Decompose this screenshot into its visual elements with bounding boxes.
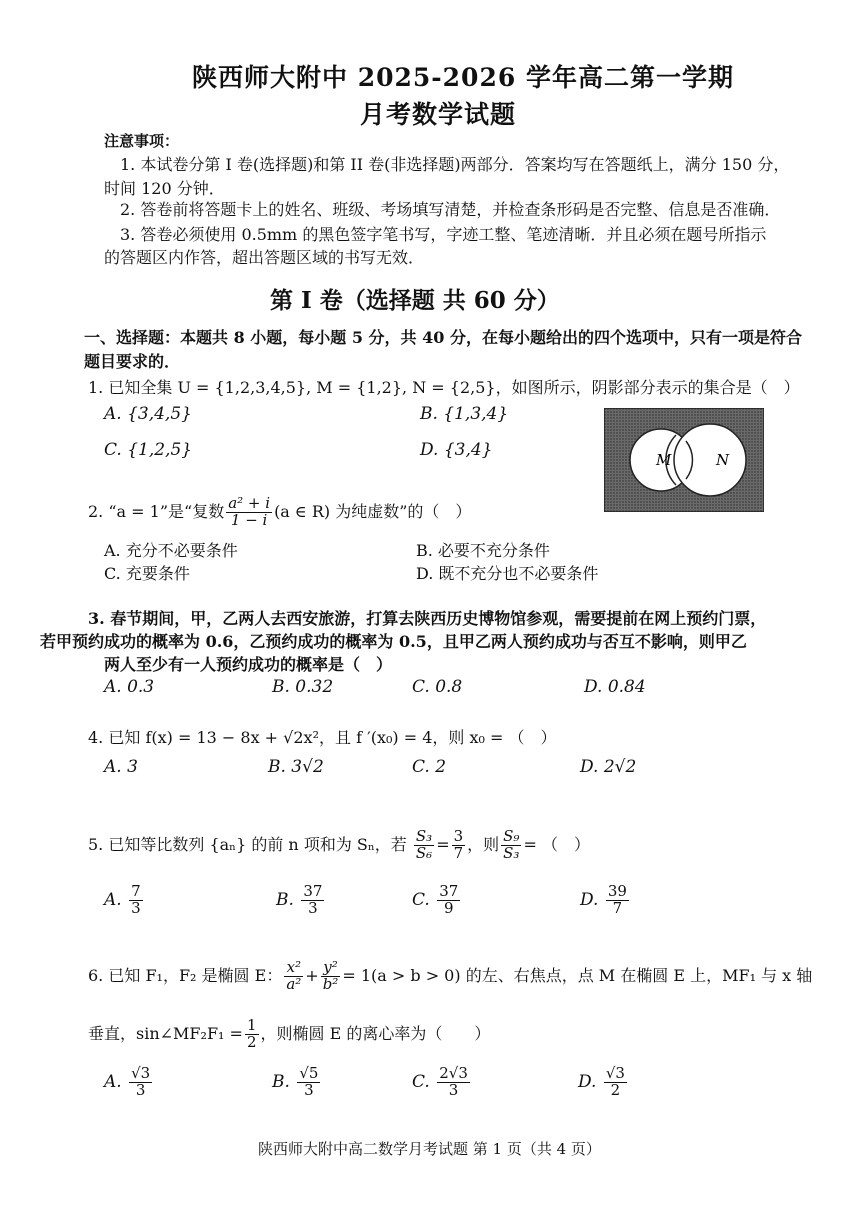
option-fraction <box>606 884 629 917</box>
option-letter: A. <box>104 889 122 910</box>
q2-option-c: C. 充要条件 <box>104 564 190 583</box>
option-fraction <box>129 1066 152 1099</box>
q5-frac-num: S₃ <box>415 827 433 845</box>
set-n-circle <box>674 424 746 496</box>
set-n-label: N <box>716 451 730 469</box>
q6-frac-y <box>321 960 341 993</box>
set-m-label: M <box>656 451 672 469</box>
q1-option-d: D. {3,4} <box>420 440 493 460</box>
section-intro: 一、选择题：本题共 8 小题，每小题 5 分，共 40 分，在每小题给出的四个选项中，只有一项是符合 <box>84 328 802 347</box>
q6-plus: + <box>305 965 319 985</box>
frac-den: 7 <box>612 898 623 917</box>
q1-option-c: C. {1,2,5} <box>104 440 193 460</box>
exam-title-line1: 陕西师大附中 2025-2026 学年高二第一学期 <box>192 63 734 92</box>
q4-option-d: D. 2√2 <box>580 757 637 777</box>
q5-frac-num: S₉ <box>503 827 520 845</box>
q6-option-b <box>272 1066 322 1099</box>
q2-stem <box>88 496 471 529</box>
q6-stem <box>88 960 812 993</box>
frac-num: 37 <box>439 882 459 900</box>
q3-stem-line3: 两人至少有一人预约成功的概率是（ ） <box>104 655 393 674</box>
q6-option-c <box>412 1066 472 1099</box>
notice-item-1: 1. 本试卷分第 I 卷(选择题)和第 II 卷(非选择题)两部分．答案均写在答题纸上，满分 150 分， <box>120 155 790 174</box>
notice-item-1-cont: 时间 120 分钟． <box>104 179 225 198</box>
option-fraction <box>437 1066 470 1099</box>
frac-den: 9 <box>443 898 454 917</box>
frac-num: 1 <box>246 1016 257 1034</box>
q3-stem-line2: 若甲预约成功的概率为 0.6，乙预约成功的概率为 0.5，且甲乙两人预约成功与否互不影响，则甲乙 <box>40 632 747 651</box>
option-fraction <box>301 884 324 917</box>
q5-stem-pre: 5. 已知等比数列 {aₙ} 的前 n 项和为 Sₙ，若 <box>88 834 407 854</box>
option-letter: B. <box>276 889 294 910</box>
q2-option-b: B. 必要不充分条件 <box>416 541 550 560</box>
frac-den: 3 <box>135 1080 146 1099</box>
q6-line2-pre: 垂直，sin∠MF₂F₁ = <box>88 1023 243 1043</box>
q2-frac-den: 1 − i <box>230 510 268 529</box>
q2-option-a: A. 充分不必要条件 <box>104 541 238 560</box>
q3-stem-line1: 3. 春节期间，甲，乙两人去西安旅游，打算去陕西历史博物馆参观，需要提前在网上预约门票， <box>88 609 767 628</box>
q2-option-d: D. 既不充分也不必要条件 <box>416 564 599 583</box>
q5-option-a <box>104 884 145 917</box>
q6-line2-post: ，则椭圆 E 的离心率为（ ） <box>260 1023 491 1043</box>
frac-den: 2 <box>246 1032 257 1051</box>
q5-frac-3-7 <box>452 829 466 862</box>
q6-frac-half <box>245 1018 259 1051</box>
q2-stem-post: (a ∈ R) 为纯虚数”的（ ） <box>274 501 472 521</box>
option-letter: A. <box>104 1071 122 1092</box>
frac-num: √5 <box>299 1064 319 1082</box>
q5-option-b <box>276 884 326 917</box>
option-letter: C. <box>412 1071 430 1092</box>
q6-frac-x <box>284 960 303 993</box>
frac-num: 39 <box>607 882 627 900</box>
q5-stem <box>88 829 590 862</box>
option-letter: B. <box>272 1071 290 1092</box>
q5-stem-post: = （ ） <box>523 834 590 854</box>
q5-option-d <box>580 884 631 917</box>
q5-stem-mid: ，则 <box>467 834 500 854</box>
q1-option-b: B. {1,3,4} <box>420 404 509 424</box>
frac-num: 7 <box>131 882 141 900</box>
frac-den: 3 <box>308 898 318 917</box>
q5-frac-num: 3 <box>453 827 464 845</box>
notice-item-3-cont: 的答题区内作答，超出答题区域的书写无效． <box>104 248 425 267</box>
q4-option-b: B. 3√2 <box>268 757 324 777</box>
q5-frac-den: S₆ <box>415 843 433 862</box>
q1-option-a: A. {3,4,5} <box>104 404 192 424</box>
frac-den: 3 <box>448 1080 459 1099</box>
q4-stem: 4. 已知 f(x) = 13 − 8x + √2x²，且 f ′(x₀) = 4，则 x₀ = （ ） <box>88 728 557 747</box>
section-title: 第 I 卷（选择题 共 60 分） <box>270 287 560 314</box>
frac-num: 37 <box>303 882 323 900</box>
frac-num: y² <box>321 960 341 977</box>
q6-stem-post: = 1(a > b > 0) 的左、右焦点，点 M 在椭圆 E 上，MF₁ 与 x 轴 <box>342 965 813 985</box>
option-letter: D. <box>578 1071 597 1092</box>
exam-title-line2: 月考数学试题 <box>360 100 517 129</box>
option-fraction <box>297 1066 320 1099</box>
q3-option-b: B. 0.32 <box>272 677 334 697</box>
q5-option-c <box>412 884 462 917</box>
option-letter: C. <box>412 889 430 910</box>
q5-frac-den: 7 <box>453 843 464 862</box>
option-fraction <box>129 884 143 917</box>
notice-item-3: 3. 答卷必须使用 0.5mm 的黑色签字笔书写，字迹工整、笔迹清晰．并且必须在题号所指示 <box>120 225 767 244</box>
option-fraction <box>604 1066 627 1099</box>
q6-option-d <box>578 1066 629 1099</box>
frac-den: 3 <box>131 898 141 917</box>
q6-stem-line2 <box>88 1018 490 1051</box>
frac-den: 3 <box>304 1080 314 1099</box>
q6-stem-pre: 6. 已知 F₁，F₂ 是椭圆 E： <box>88 965 283 985</box>
q5-frac-den: S₃ <box>503 843 520 862</box>
q3-option-d: D. 0.84 <box>584 677 646 697</box>
q5-frac-s9-s3 <box>501 829 521 862</box>
frac-num: 2√3 <box>439 1064 468 1082</box>
notice-item-2: 2. 答卷前将答题卡上的姓名、班级、考场填写清楚，并检查条形码是否完整、信息是否准确． <box>120 200 781 219</box>
q2-stem-pre: 2. “a = 1”是“复数 <box>88 501 225 521</box>
frac-den: a² <box>286 974 302 993</box>
q1-stem: 1. 已知全集 U = {1,2,3,4,5}, M = {1,2}, N = {2,5}，如图所示，阴影部分表示的集合是（ ） <box>88 378 800 397</box>
frac-num: √3 <box>131 1064 151 1082</box>
notice-heading: 注意事项： <box>104 132 180 150</box>
q5-frac-s3-s6 <box>414 829 434 862</box>
page-footer: 陕西师大附中高二数学月考试题 第 1 页（共 4 页） <box>258 1140 601 1158</box>
q3-option-c: C. 0.8 <box>412 677 463 697</box>
q4-option-c: C. 2 <box>412 757 447 777</box>
option-fraction <box>437 884 460 917</box>
q2-fraction <box>226 496 272 529</box>
frac-num: √3 <box>605 1064 625 1082</box>
venn-diagram <box>604 408 764 512</box>
q2-frac-num: a² + i <box>228 494 271 512</box>
option-letter: D. <box>580 889 599 910</box>
q5-equals: = <box>436 834 450 854</box>
section-intro-cont: 题目要求的． <box>84 352 181 371</box>
q3-option-a: A. 0.3 <box>104 677 155 697</box>
frac-den: b² <box>322 974 339 993</box>
frac-num: x² <box>284 960 303 977</box>
q6-option-a <box>104 1066 154 1099</box>
q4-option-a: A. 3 <box>104 757 138 777</box>
frac-den: 2 <box>610 1080 621 1099</box>
